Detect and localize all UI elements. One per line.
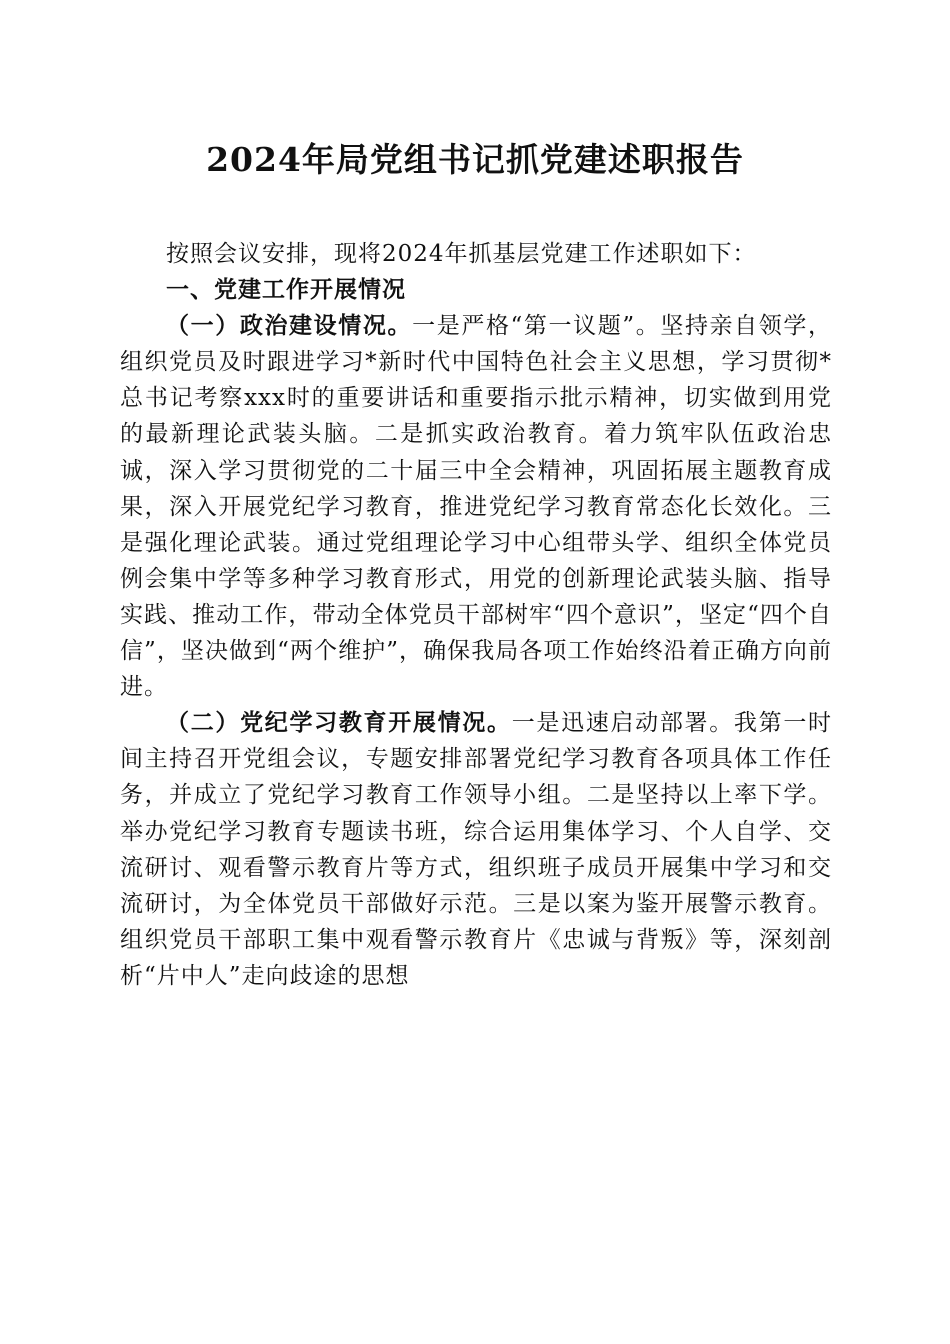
- intro-paragraph: 按照会议安排，现将2024年抓基层党建工作述职如下：: [166, 241, 757, 267]
- section-heading: 一、党建工作开展情况: [166, 277, 406, 304]
- paragraph-lead: （一）政治建设情况。: [166, 312, 413, 340]
- document-body: [120, 236, 832, 994]
- document-title: 2024年局党组书记抓党建述职报告: [206, 140, 744, 179]
- paragraph-lead: （二）党纪学习教育开展情况。: [166, 709, 512, 737]
- paragraph-discipline-education: [120, 705, 832, 994]
- paragraph-text: 一是迅速启动部署。我第一时间主持召开党组会议，专题安排部署党纪学习教育各项具体工作任务，并成立了党纪学习教育工作领导小组。二是坚持以上率下学。举办党纪学习教育专题读书班，综合运用集体学习、个人自学、交流研讨、观看警示教育片等方式，组织班子成员开展集中学习和交流研讨，为全体党员干部做好示范。三是以案为鉴开展警示教育。组织党员干部职工集中观看警示教育片《忠诚与背叛》等，深刻剖析“片中人”走向歧途的思想: [120, 710, 833, 989]
- paragraph-political-building: [120, 308, 832, 705]
- paragraph-text: 一是严格“第一议题”。坚持亲自领学，组织党员及时跟进学习*新时代中国特色社会主义思想，学习贯彻*总书记考察xxx时的重要讲话和重要指示批示精神，切实做到用党的最新理论武装头脑。二是抓实政治教育。着力筑牢队伍政治忠诚，深入学习贯彻党的二十届三中全会精神，巩固拓展主题教育成果，深入开展党纪学习教育，推进党纪学习教育常态化长效化。三是强化理论武装。通过党组理论学习中心组带头学、组织全体党员例会集中学等多种学习教育形式，用党的创新理论武装头脑、指导实践、推动工作，带动全体党员干部树牢“四个意识”，坚定“四个自信”，坚决做到“两个维护”，确保我局各项工作始终沿着正确方向前进。: [120, 313, 832, 701]
